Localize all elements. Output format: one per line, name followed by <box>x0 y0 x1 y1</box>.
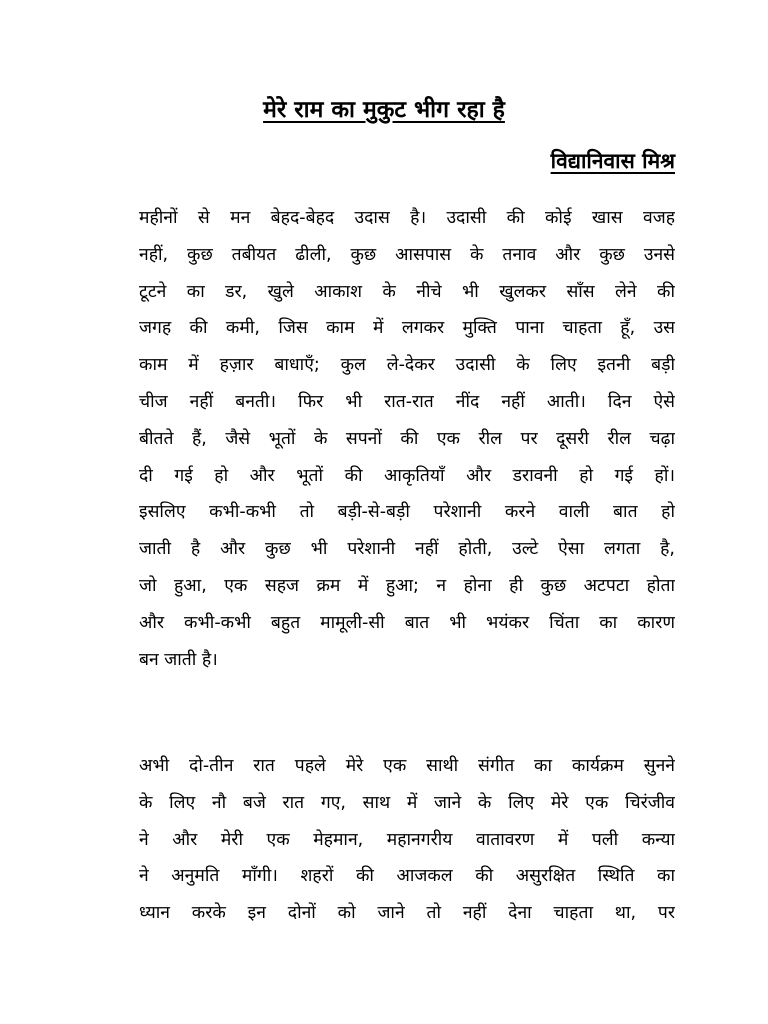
paragraph-line: बन जाती है। <box>139 649 218 670</box>
paragraph-line: ने अनुमति माँगी। शहरों की आजकल की असुरक्षित स्थिति का <box>139 866 675 887</box>
paragraph-line: जगह की कमी, जिस काम में लगकर मुक्ति पाना चाहता हूँ, उस <box>139 318 675 339</box>
document-title: मेरे राम का मुकुट भीग रहा है <box>263 97 505 123</box>
author-name: विद्यानिवास मिश्र <box>550 149 675 173</box>
paragraph-line: ने और मेरी एक मेहमान, महानगरीय वातावरण में पली कन्या <box>139 829 675 850</box>
paragraph-line: जो हुआ, एक सहज क्रम में हुआ; न होना ही कुछ अटपटा होता <box>139 575 675 596</box>
paragraph-line: जाती है और कुछ भी परेशानी नहीं होती, उल्टे ऐसा लगता है, <box>139 539 675 560</box>
paragraph-2 <box>139 748 675 932</box>
paragraph-line: के लिए नौ बजे रात गए, साथ में जाने के लिए मेरे एक चिरंजीव <box>139 792 675 813</box>
paragraph-line: नहीं, कुछ तबीयत ढीली, कुछ आसपास के तनाव और कुछ उनसे <box>139 244 675 265</box>
paragraph-line: दी गई हो और भूतों की आकृतियाँ और डरावनी हो गई हों। <box>139 465 675 486</box>
paragraph-line: काम में हज़ार बाधाएँ; कुल ले-देकर उदासी के लिए इतनी बड़ी <box>139 355 675 376</box>
paragraph-line: इसलिए कभी-कभी तो बड़ी-से-बड़ी परेशानी करने वाली बात हो <box>139 502 675 523</box>
paragraph-line: महीनों से मन बेहद-बेहद उदास है। उदासी की कोई खास वजह <box>139 208 675 228</box>
paragraph-line: चीज नहीं बनती। फिर भी रात-रात नींद नहीं आती। दिन ऐसे <box>139 391 675 412</box>
paragraph-line: और कभी-कभी बहुत मामूली-सी बात भी भयंकर चिंता का कारण <box>139 612 675 633</box>
paragraph-1 <box>139 200 675 678</box>
paragraph-line: बीतते हैं, जैसे भूतों के सपनों की एक रील पर दूसरी रील चढ़ा <box>139 428 675 449</box>
paragraph-line: टूटने का डर, खुले आकाश के नीचे भी खुलकर साँस लेने की <box>139 281 675 302</box>
paragraph-line: ध्यान करके इन दोनों को जाने तो नहीं देना चाहता था, पर <box>139 903 675 924</box>
paragraph-line: अभी दो-तीन रात पहले मेरे एक साथी संगीत का कार्यक्रम सुनने <box>139 756 675 776</box>
